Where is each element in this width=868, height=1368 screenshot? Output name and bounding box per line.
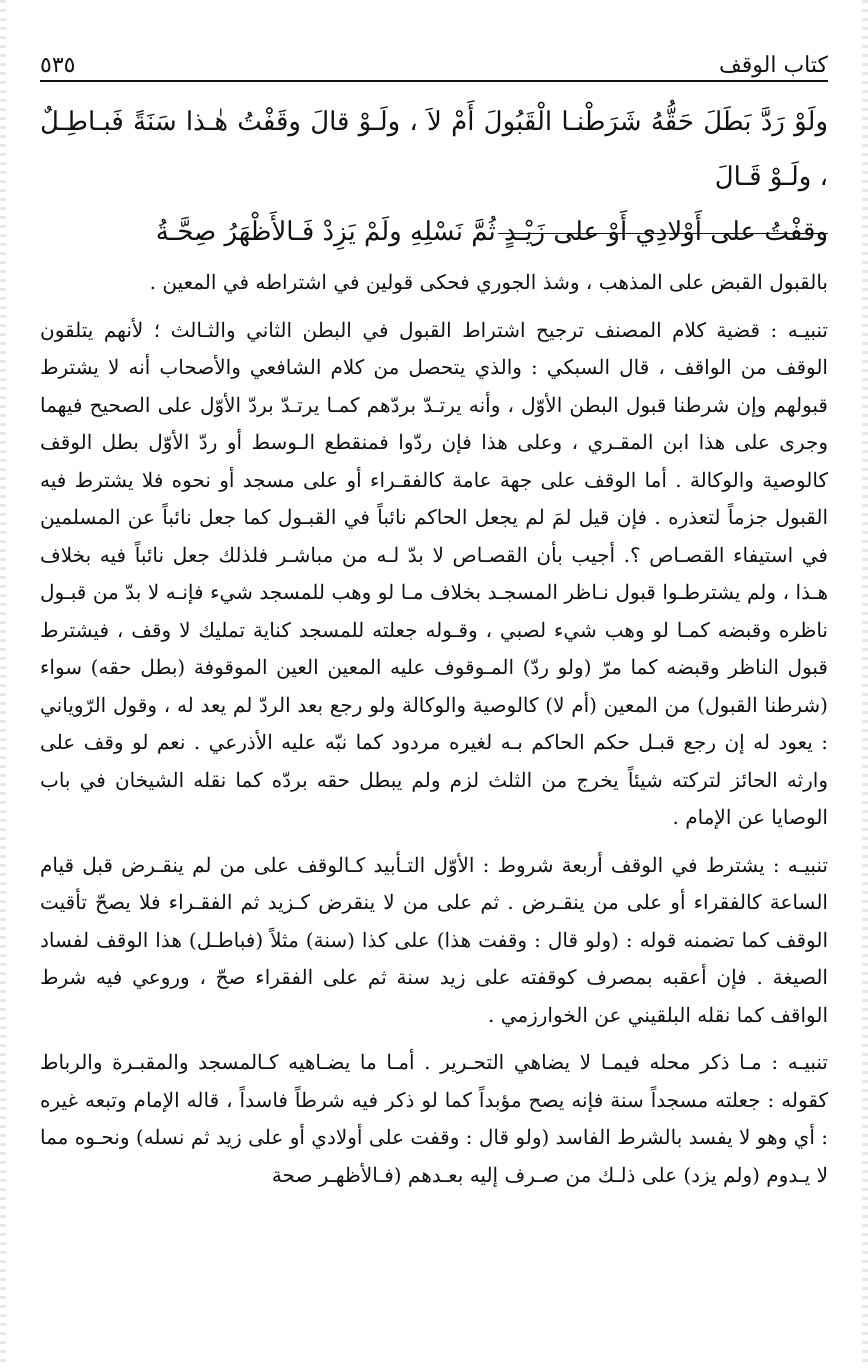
page-number: ٥٣٥ xyxy=(40,53,76,78)
header-rule xyxy=(40,80,828,82)
footnote-divider xyxy=(498,233,828,234)
page-header xyxy=(40,40,828,78)
commentary-paragraph: تنبيـه : مـا ذكر محله فيمـا لا يضاهي التحـرير . أمـا ما يضـاهيه كـالمسجد والمقبـرة والرباط كقوله : جعلته مسجداً سنة فإنه يصح مؤبداً كما لو ذكر فيه شرطاً فاسداً ، قاله الإمام وتبعه غيره : أي وهو لا يفسد بالشرط الفاسد (ولو قال : وقفت على أولادي أو على زيد ثم نسله) ونحـوه مما لا يـدوم (ولم يزد) على ذلـك من صـرف إليه بعـدهم (فـالأظهـر صحة xyxy=(40,1050,829,1187)
scan-edge-right xyxy=(862,0,868,1368)
commentary-paragraph: بالقبول القبض على المذهب ، وشذ الجوري فحكى قولين في اشتراطه في المعين . xyxy=(149,270,828,294)
commentary-text xyxy=(40,264,828,1194)
matn-text xyxy=(40,95,828,260)
scan-edge-left xyxy=(0,0,6,1368)
commentary-paragraph: تنبيـه : قضية كلام المصنف ترجيح اشتراط القبول في البطن الثاني والثـالث ؛ لأنهم يتلقون الوقف من الواقف ، قال السبكي : والذي يتحصل من كلام الشافعي والأصحاب أنه لا يشترط قبولهم وإن شرطنا قبول البطن الأوّل ، وأنه يرتـدّ بردّهم كمـا يرتـدّ بردّ الأوّل على الصحيح فيهما وجرى على هذا ابن المقـري ، وعلى هذا فإن ردّوا فمنقطع الـوسط أو ردّ الأوّل بطل الوقف كالوصية والوكالة . أما الوقف على جهة عامة كالفقـراء أو على مسجد أو نحوه فلا يشترط فيه القبول جزماً لتعذره . فإن قيل لمَ لم يجعل الحاكم نائباً في القبـول كما جعل نائباً عن المسلمين في استيفاء القصـاص ؟. أجيب بأن القصـاص لا بدّ لـه من مباشـر فلذلك جعل نائباً فيه بخلاف هـذا ، ولم يشترطـوا قبول نـاظر المسجـد بخلاف مـا لو وهب للمسجد شيء فإنـه لا بدّ من قبـول ناظره وقبضه كمـا لو وهب شيء لصبي ، وقـوله جعلته للمسجد كناية تمليك لا وقف ، فيشترط قبول الناظر وقبضه كما مرّ (ولو ردّ) المـوقوف عليه المعين العين الموقوفة (بطل حقه) سواء (شرطنا القبول) من المعين (أم لا) كالوصية والوكالة ولو رجع بعد الردّ لم يعد له ، وقول الرّوياني : يعود له إن رجع قبـل حكم الحاكم بـه لغيره مردود كما نبّه عليه الأذرعي . نعم لو وقف على وارثه الحائز لتركته شيئاً يخرج من الثلث لزم ولم يبطل حقه بردّه كما نقله الشيخان في باب الوصايا عن الإمام . xyxy=(40,317,828,829)
matn-line-1: ولَوْ رَدَّ بَطَلَ حَقُّهُ شَرَطْنـا الْقَبُولَ أَمْ لاَ ، ولَـوْ قالَ وقَفْتُ هٰـذا سَنَةً فَبـاطِـلٌ ، ولَـوْ قَـالَ xyxy=(40,107,828,192)
commentary-paragraph: تنبيـه : يشترط في الوقف أربعة شروط : الأوّل التـأبيد كـالوقف على من لم ينقـرض قبل قيام الساعة كالفقراء أو على من ينقـرض . ثم على من لا ينقرض كـزيد ثم الفقـراء فلا يصحّ تأقيت الوقف كما تضمنه قوله : (ولو قال : وقفت هذا) على كذا (سنة) مثلاً (فباطـل) هذا الوقف لفساد الصيغة . فإن أعقبه بمصرف كوقفته على زيد سنة ثم على الفقراء صحّ ، وروعي فيه شرط الواقف كما نقله البلقيني عن الخوارزمي . xyxy=(40,852,828,1027)
chapter-title: كتاب الوقف xyxy=(719,53,828,78)
matn-line-2: وقفْتُ على أَوْلادِي أَوْ على زَيْـدٍ ثُمَّ نَسْلِهِ ولَمْ يَزِدْ فَـالأَظْهَرُ صِحَّـةُ xyxy=(155,217,828,247)
